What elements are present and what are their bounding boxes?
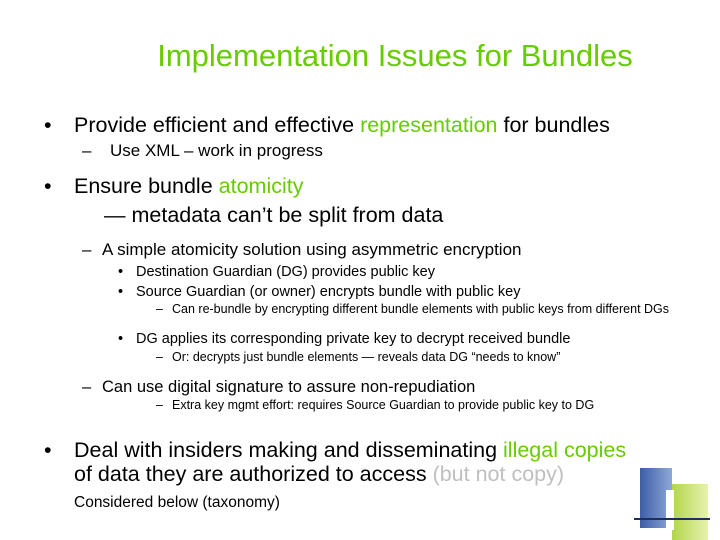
bullet-text-before: Provide efficient and effective xyxy=(74,113,361,137)
highlight-representation: representation xyxy=(360,113,498,137)
bullet-text-before: Ensure bundle xyxy=(74,174,219,198)
deco-line xyxy=(634,518,710,520)
bullet-marker: • xyxy=(118,264,124,280)
bullet-marker: • xyxy=(44,174,52,198)
deco-green-block xyxy=(672,484,708,540)
grey-but-not-copy: (but not copy) xyxy=(432,462,565,486)
sub-use-xml-text: Use XML – work in progress xyxy=(110,141,323,160)
bullet-atomicity xyxy=(44,174,303,199)
item-key-mgmt xyxy=(156,399,696,412)
corner-decoration xyxy=(620,460,720,540)
sub-use-xml xyxy=(82,141,323,161)
bullet-efficient-representation xyxy=(44,113,610,138)
sub-atomicity-solution xyxy=(82,240,522,260)
dash-marker: – xyxy=(82,141,92,160)
dash-marker: – xyxy=(156,302,163,316)
dash-marker: – xyxy=(82,240,92,259)
bullet-marker: • xyxy=(44,113,52,137)
item-destination-guardian-text: Destination Guardian (DG) provides public key xyxy=(136,264,435,280)
dash-marker: – xyxy=(82,378,92,396)
continuation-text: of data they are authorized to access xyxy=(74,462,433,486)
bullet-insiders-continuation xyxy=(74,462,564,487)
dash-marker: – xyxy=(156,350,163,364)
bullet-marker: • xyxy=(118,284,124,300)
bullet-text-before: Deal with insiders making and disseminating xyxy=(74,438,504,462)
considered-below-note: Considered below (taxonomy) xyxy=(74,494,280,511)
deco-white-gap xyxy=(666,490,674,530)
sub-digital-signature xyxy=(82,378,475,397)
item-dg-private-key xyxy=(118,331,570,347)
sub-digital-signature-text: Can use digital signature to assure non-repudiation xyxy=(102,378,476,396)
item-or-decrypts xyxy=(156,351,676,364)
slide-title: Implementation Issues for Bundles xyxy=(157,38,633,73)
item-source-guardian-text: Source Guardian (or owner) encrypts bundle with public key xyxy=(136,284,521,300)
sub-atomicity-solution-text: A simple atomicity solution using asymmetric encryption xyxy=(102,240,522,259)
bullet-text-after: for bundles xyxy=(497,113,610,137)
bullet-marker: • xyxy=(44,438,52,462)
bullet-marker: • xyxy=(118,331,124,347)
item-rebundle-text: Can re-bundle by encrypting different bundle elements with public keys from different DGs xyxy=(172,302,670,316)
bullet-atomicity-continuation: — metadata can’t be split from data xyxy=(104,203,444,227)
item-source-guardian xyxy=(118,284,520,300)
item-or-decrypts-text: Or: decrypts just bundle elements — reveals data DG “needs to know” xyxy=(172,350,561,364)
highlight-atomicity: atomicity xyxy=(218,174,304,198)
dash-marker: – xyxy=(156,398,163,412)
bullet-insiders xyxy=(44,438,626,463)
item-key-mgmt-text: Extra key mgmt effort: requires Source Guardian to provide public key to DG xyxy=(172,398,595,412)
item-dg-private-key-text: DG applies its corresponding private key to decrypt received bundle xyxy=(136,331,571,347)
item-rebundle xyxy=(156,303,706,316)
highlight-illegal-copies: illegal copies xyxy=(503,438,627,462)
item-destination-guardian xyxy=(118,264,435,280)
